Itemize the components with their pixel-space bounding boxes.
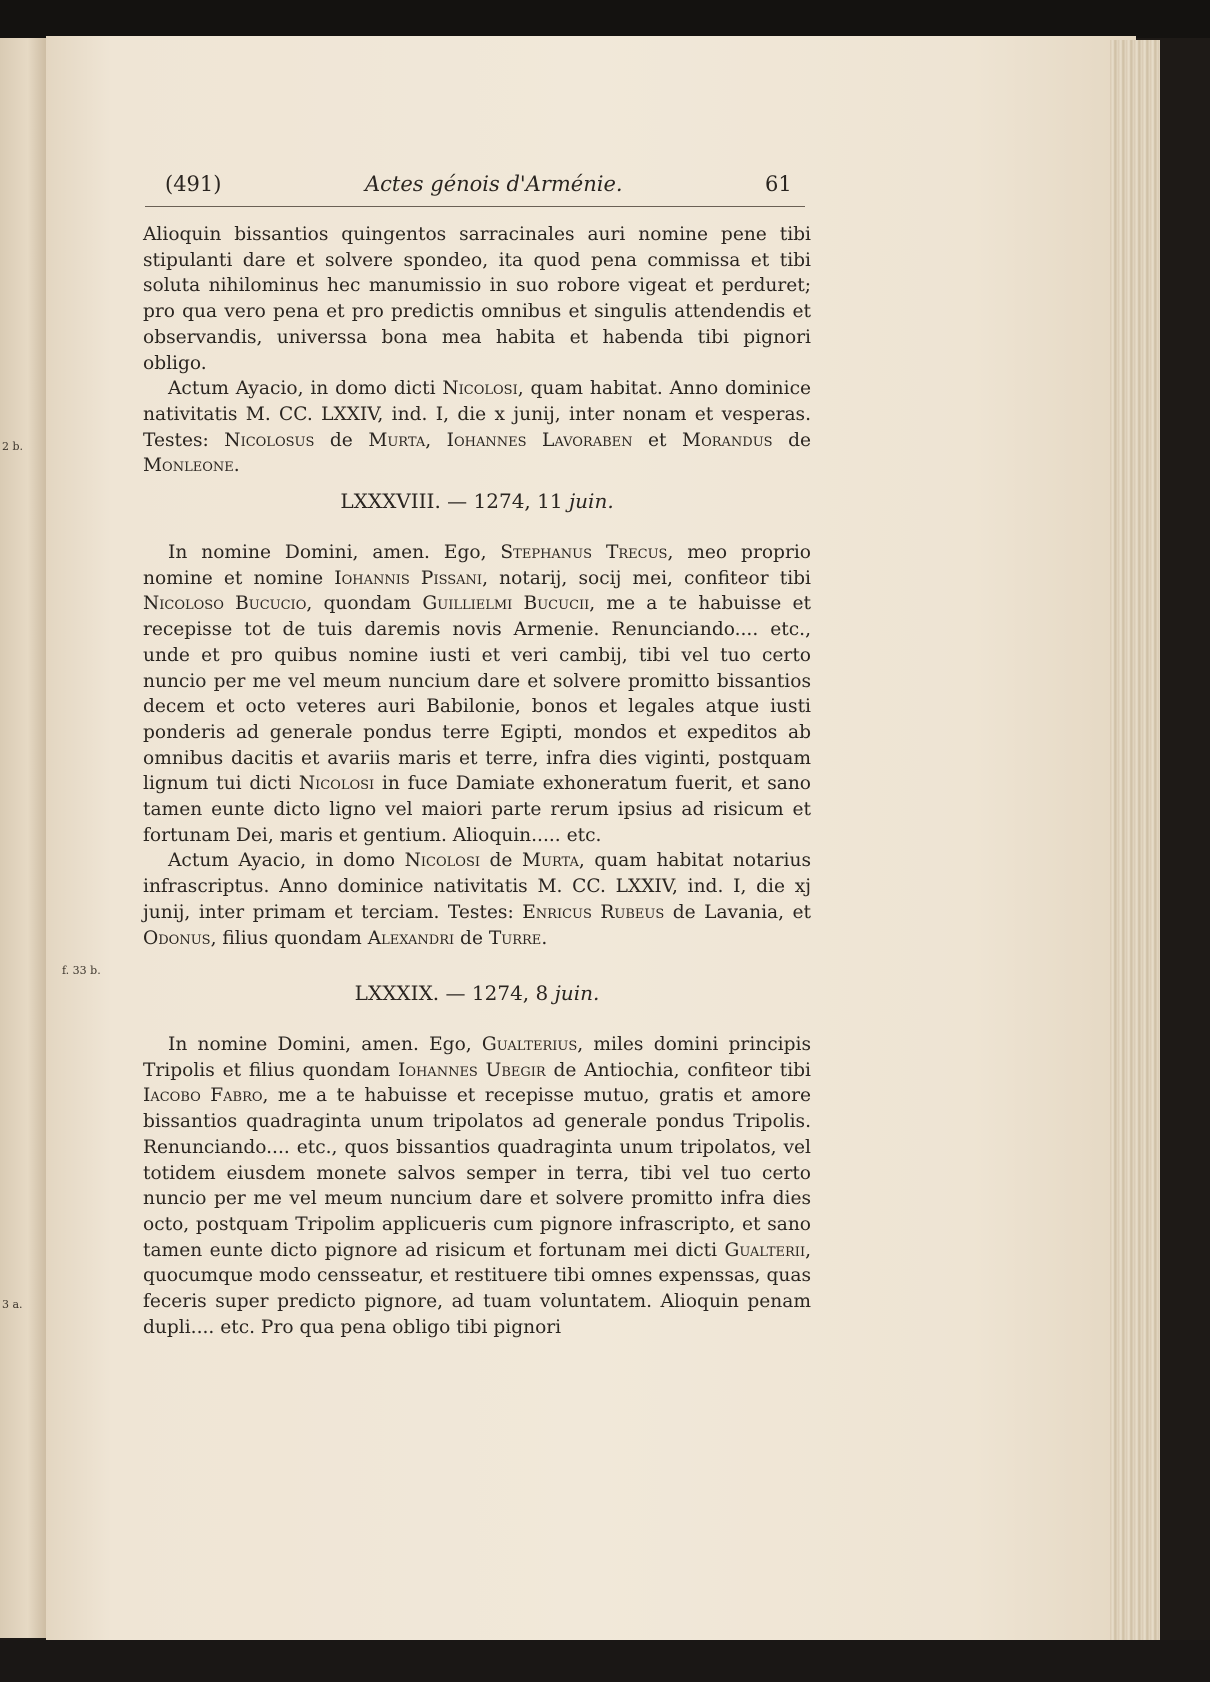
left-page-edge: [0, 38, 46, 1638]
scan-background-top: [0, 0, 1210, 38]
act-heading: LXXXIX. — 1274, 8 juin.: [354, 981, 600, 1005]
running-title: Actes génois d'Arménie.: [365, 172, 623, 196]
paragraph: Actum Ayacio, in domo Nicolosi de Murta, quam habitat notarius infrascriptus. Anno dominice nativitatis M. CC. LXXIV, ind. I, die xj junij, inter primam et terciam. Testes: Enricus Rubeus de Lavania, et Odonus, filius quondam Alexandri de Turre.: [143, 850, 811, 949]
margin-note-folio: f. 33 b.: [62, 964, 101, 977]
act-lxxxix-body: [143, 1032, 811, 1340]
margin-note-folio: 3 a.: [2, 1298, 23, 1311]
page-stack-edge: [1110, 40, 1160, 1640]
paragraph: In nomine Domini, amen. Ego, Stephanus Trecus, meo proprio nomine et nomine Iohannis Pissani, notarij, socij mei, confiteor tibi Nicoloso Bucucio, quondam Guillielmi Bucucii, me a te habuisse et recepisse tot de tuis daremis novis Armenie. Renunciando.... etc., unde et pro quibus nomine iusti et veri cambij, tibi vel tuo certo nuncio per me vel meum nuncium dare et solvere promitto bissantios decem et octo veteres auri Babilonie, bonos et legales atque iusti ponderis ad generale pondus terre Egipti, mondos et expeditos ab omnibus dacitis et avariis maris et terre, infra dies viginti, postquam lignum tui dicti Nicolosi in fuce Damiate exhoneratum fuerit, et sano tamen eunte dicto ligno vel maiori parte rerum ipsius ad risicum et fortunam Dei, maris et gentium. Alioquin..... etc.: [143, 542, 812, 846]
paragraph: Actum Ayacio, in domo dicti Nicolosi, quam habitat. Anno dominice nativitatis M. CC. LXXIV, ind. I, die x junij, inter nonam et vesperas. Testes: Nicolosus de Murta, Iohannes Lavoraben et Morandus de Monleone.: [143, 378, 811, 477]
page-number: 61: [765, 172, 792, 196]
running-header: [165, 172, 790, 204]
scan-background-bottom: [0, 1640, 1210, 1682]
margin-note-folio: 2 b.: [2, 440, 24, 453]
paragraph: Alioquin bissantios quingentos sarracinales auri nomine pene tibi stipulanti dare et solvere spondeo, ita quod pena commissa et tibi soluta nihilominus hec manumissio in suo robore vigeat et perduret; pro qua vero pena et pro predictis omnibus et singulis attendendis et observandis, universsa bona mea habita et habenda tibi pignori obligo.: [143, 224, 811, 374]
act-lxxxviii-body: [143, 540, 811, 951]
previous-act-ending: [143, 222, 811, 479]
paragraph: In nomine Domini, amen. Ego, Gualterius, miles domini principis Tripolis et filius quondam Iohannes Ubegir de Antiochia, confiteor tibi Iacobo Fabro, me a te habuisse et recepisse mutuo, gratis et amore bissantios quadraginta unum tripolatos ad generale pondus Tripolis. Renunciando.... etc., quos bissantios quadraginta unum tripolatos, vel totidem eiusdem monete salvos semper in terra, tibi vel tuo certo nuncio per me vel meum nuncium dare et solvere promitto infra dies octo, postquam Tripolim applicueris cum pignore infrascripto, et sano tamen eunte dicto pignore ad risicum et fortunam mei dicti Gualterii, quocumque modo censseatur, et restituere tibi omnes expenssas, quas feceris super predicto pignore, ad tuam voluntatem. Alioquin penam dupli.... etc. Pro qua pena obligo tibi pignori: [143, 1034, 811, 1338]
page-number-bracketed: (491): [165, 172, 222, 196]
header-rule: [145, 206, 805, 207]
act-lxxxix: [143, 980, 811, 1006]
act-heading: LXXXVIII. — 1274, 11 juin.: [340, 489, 614, 513]
act-lxxxviii: [143, 488, 811, 514]
